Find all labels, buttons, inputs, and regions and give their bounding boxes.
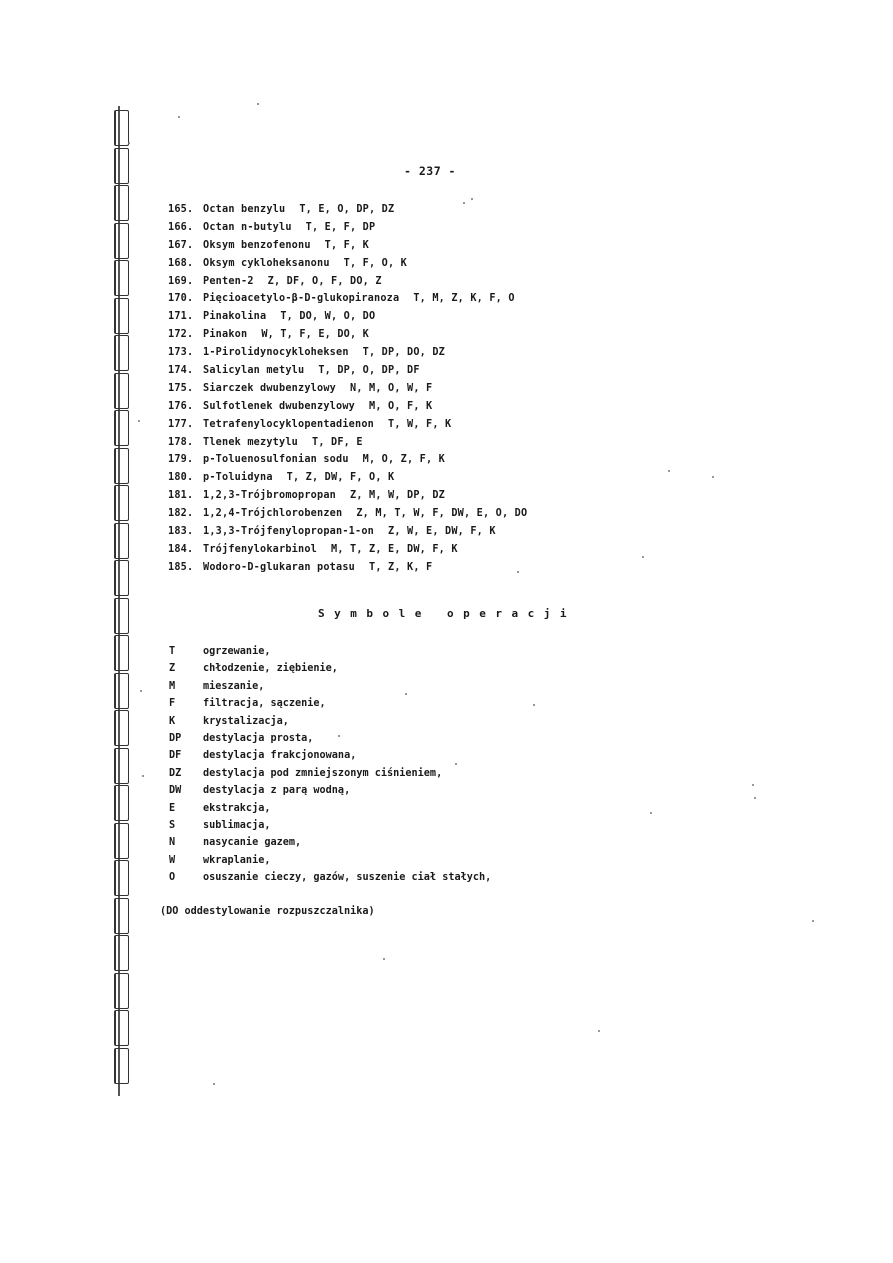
entry-number: 170. [168,293,194,305]
operation-codes: T, F, O, K [343,257,408,269]
symbol-code: N [169,837,176,849]
symbol-description: krystalizacja, [203,715,289,727]
scan-speck [517,571,519,573]
compound-entry [168,451,527,469]
scan-speck [455,763,457,765]
symbol-description: ogrzewanie, [203,646,271,657]
compound-name: Tetrafenylocyklopentadienon [203,418,375,430]
symbol-row [169,643,491,660]
operation-codes: T, Z, DW, F, O, K [286,472,395,484]
compound-name: Penten-2 [203,275,254,287]
binding-strip [106,106,136,1096]
scan-speck [338,735,340,737]
compound-name: Oksym cykloheksanonu [203,257,330,269]
operation-codes: M, T, Z, E, DW, F, K [331,543,458,555]
entry-number: 179. [168,454,194,466]
compound-name: 1-Pirolidynocykloheksen [203,347,349,359]
compound-name: Salicylan metylu [203,365,305,377]
compound-name: Trójfenylokarbinol [203,543,318,555]
binding-ring [114,260,129,296]
scan-speck [142,775,144,777]
scan-speck [598,1030,600,1032]
compound-name: Octan n-butylu [203,221,292,233]
scan-speck [178,116,180,118]
compound-entry [168,523,527,541]
binding-ring [114,110,129,146]
compound-entry [168,380,527,398]
symbol-code: M [169,680,176,692]
operation-codes: T, E, O, DP, DZ [299,204,395,215]
compound-name: Sulfotlenek dwubenzylowy [203,400,356,412]
compound-name: Octan benzylu [203,204,286,215]
binding-ring [114,860,129,896]
entry-number: 176. [168,400,194,412]
binding-ring [114,298,129,334]
operation-codes: T, E, F, DP [305,221,376,233]
symbol-row [169,800,491,817]
binding-ring [114,823,129,859]
symbol-description: chłodzenie, ziębienie, [203,663,338,675]
binding-ring [114,523,129,559]
binding-ring [114,485,129,521]
entry-number: 169. [168,275,194,287]
scan-speck [533,704,535,706]
compound-list [168,201,527,577]
symbol-code: F [169,698,176,710]
symbol-description: sublimacja, [203,819,271,831]
operation-codes: M, O, Z, F, K [362,454,446,466]
symbol-row [169,678,491,695]
symbol-row [169,695,491,712]
scan-speck [383,958,385,960]
compound-entry [168,416,527,434]
compound-entry [168,559,527,577]
entry-number: 175. [168,382,194,394]
page-number: - 237 - [404,164,456,178]
symbol-row [169,869,491,886]
scan-speck [138,420,140,422]
operation-codes: T, F, K [324,239,370,251]
entry-number: 182. [168,508,194,520]
symbol-code: DP [169,732,182,744]
entry-number: 167. [168,239,194,251]
compound-name: Tlenek mezytylu [203,436,299,448]
compound-entry [168,201,527,219]
operation-codes: M, O, F, K [369,400,433,412]
symbol-description: destylacja frakcjonowana, [203,750,357,762]
scan-speck [257,103,259,105]
binding-ring [114,448,129,484]
binding-ring [114,335,129,371]
entry-number: 181. [168,490,194,502]
scan-speck [650,812,652,814]
symbol-code: S [169,819,176,831]
symbol-code: DF [169,750,182,762]
symbol-row [169,713,491,730]
binding-ring [114,223,129,259]
symbol-description: wkraplanie, [203,854,271,866]
symbols-title: Symbole operacji [318,607,576,620]
entry-number: 168. [168,257,194,269]
binding-ring [114,185,129,221]
scan-speck [140,690,142,692]
symbol-row [169,852,491,869]
symbol-description: nasycanie gazem, [203,837,302,849]
entry-number: 172. [168,329,194,341]
scan-speck [405,693,407,695]
binding-ring [114,1010,129,1046]
entry-number: 174. [168,365,194,377]
entry-number: 165. [168,204,194,215]
scan-speck [752,784,754,786]
symbol-code: E [169,802,176,814]
symbol-description: filtracja, sączenie, [203,698,326,710]
compound-name: 1,2,4-Trójchlorobenzen [203,508,343,520]
compound-entry [168,344,527,362]
compound-entry [168,362,527,380]
symbol-code: Z [169,663,176,675]
operation-codes: T, M, Z, K, F, O [413,293,515,305]
binding-ring [114,410,129,446]
scan-speck [754,797,756,799]
symbol-code: W [169,854,176,866]
scan-speck [471,198,473,200]
compound-entry [168,237,527,255]
binding-ring [114,973,129,1009]
compound-entry [168,219,527,237]
symbol-row [169,834,491,851]
symbol-row [169,782,491,799]
binding-ring [114,1048,129,1084]
entry-number: 173. [168,347,194,359]
binding-ring [114,785,129,821]
compound-name: Pięcioacetylo-β-D-glukopiranoza [203,293,400,305]
footnote: (DO oddestylowanie rozpuszczalnika) [160,906,375,917]
operation-codes: W, T, F, E, DO, K [261,329,370,341]
compound-entry [168,290,527,308]
symbol-code: O [169,872,176,884]
symbol-row [169,765,491,782]
compound-entry [168,255,527,273]
symbol-description: mieszanie, [203,680,265,692]
compound-name: Wodoro-D-glukaran potasu [203,561,356,573]
symbol-description: destylacja prosta, [203,732,314,744]
symbol-code: K [169,715,176,727]
entry-number: 166. [168,221,194,233]
compound-entry [168,434,527,452]
compound-entry [168,541,527,559]
operation-codes: T, DF, E [312,436,363,448]
compound-name: Siarczek dwubenzylowy [203,382,337,394]
binding-ring [114,598,129,634]
symbol-row [169,660,491,677]
binding-ring [114,710,129,746]
scan-speck [463,202,465,204]
binding-ring [114,148,129,184]
binding-ring [114,560,129,596]
scan-speck [668,470,670,472]
symbol-description: destylacja pod zmniejszonym ciśnieniem, [203,767,443,779]
compound-entry [168,308,527,326]
symbol-description: ekstrakcja, [203,802,271,814]
symbol-row [169,817,491,834]
operation-codes: T, W, F, K [388,418,452,430]
operation-codes: T, Z, K, F [369,561,433,573]
scan-speck [812,920,814,922]
operation-codes: Z, DF, O, F, DO, Z [267,275,382,287]
binding-ring [114,635,129,671]
entry-number: 177. [168,418,194,430]
compound-entry [168,326,527,344]
compound-entry [168,398,527,416]
scan-speck [642,556,644,558]
operation-codes: Z, W, E, DW, F, K [388,526,496,538]
symbol-code: DZ [169,767,182,779]
entry-number: 178. [168,436,194,448]
compound-name: 1,3,3-Trójfenylopropan-1-on [203,526,375,538]
entry-number: 180. [168,472,194,484]
compound-name: Pinakon [203,329,248,341]
entry-number: 171. [168,311,194,323]
symbol-legend [169,643,491,886]
symbol-code: DW [169,785,182,797]
operation-codes: Z, M, W, DP, DZ [350,490,446,502]
compound-entry [168,469,527,487]
entry-number: 185. [168,561,194,573]
compound-name: p-Toluenosulfonian sodu [203,454,349,466]
compound-name: 1,2,3-Trójbromopropan [203,490,337,502]
compound-entry [168,505,527,523]
compound-name: Oksym benzofenonu [203,239,311,251]
compound-name: p-Toluidyna [203,472,273,484]
compound-name: Pinakolina [203,311,267,323]
operation-codes: T, DO, W, O, DO [280,311,376,323]
binding-ring [114,748,129,784]
symbol-row [169,730,491,747]
symbol-description: destylacja z parą wodną, [203,785,351,797]
compound-entry [168,487,527,505]
operation-codes: Z, M, T, W, F, DW, E, O, DO [356,508,528,520]
binding-ring [114,673,129,709]
entry-number: 183. [168,526,194,538]
binding-ring [114,373,129,409]
operation-codes: T, DP, O, DP, DF [318,365,420,377]
symbol-code: T [169,646,176,657]
symbol-description: osuszanie cieczy, gazów, suszenie ciał stałych, [203,872,492,884]
binding-ring [114,898,129,934]
operation-codes: N, M, O, W, F [350,382,433,394]
scan-speck [712,476,714,478]
scan-speck [128,142,130,144]
symbol-row [169,747,491,764]
scan-speck [213,1083,215,1085]
binding-ring [114,935,129,971]
operation-codes: T, DP, DO, DZ [362,347,446,359]
compound-entry [168,273,527,291]
entry-number: 184. [168,543,194,555]
